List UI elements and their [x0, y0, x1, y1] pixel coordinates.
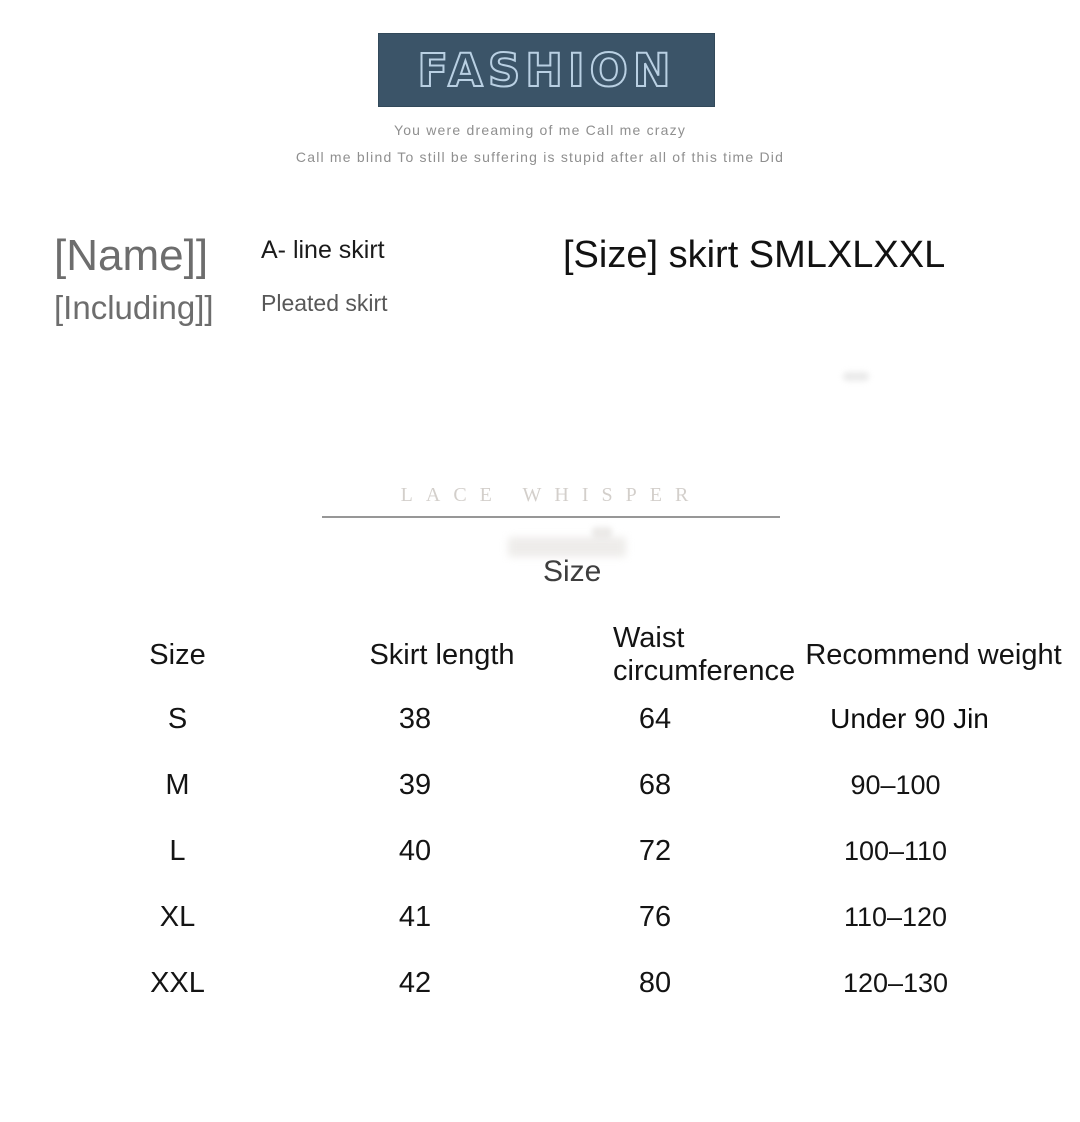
table-row-s-size: S	[167, 702, 188, 735]
col-header-waist-text: Waist circumference	[613, 621, 796, 687]
table-row-m-waist: 68	[638, 768, 672, 801]
table-row-s-weight: Under 90 Jin	[830, 703, 989, 734]
product-including-value: Pleated skirt	[261, 290, 388, 316]
banner-tagline-1: You were dreaming of me Call me crazy	[393, 122, 687, 138]
watermark-text: LACE WHISPER	[400, 484, 702, 506]
table-row-xl-waist: 76	[638, 900, 672, 933]
table-row-m-size: M	[165, 768, 190, 801]
product-including-label: [Including]]	[54, 289, 214, 326]
size-table	[60, 620, 1060, 1016]
fashion-banner	[378, 33, 715, 107]
faint-smudge	[843, 372, 869, 381]
size-heading: [Size] skirt SMLXLXXL	[563, 234, 946, 276]
col-header-waist-circumference	[535, 620, 796, 690]
table-row-xxl-waist: 80	[638, 966, 672, 999]
col-header-recommend-weight: Recommend weight	[805, 638, 1062, 671]
ghost-text-blur-small	[592, 527, 612, 538]
size-section-title: Size	[543, 555, 602, 588]
table-row-l-size: L	[169, 834, 186, 867]
col-header-size: Size	[149, 638, 206, 671]
col-header-skirt-length: Skirt length	[369, 638, 515, 671]
table-row-xxl-size: XXL	[150, 966, 205, 999]
table-row-s-waist: 64	[638, 702, 672, 735]
table-row-m-weight: 90–100	[850, 769, 941, 800]
table-row-l-weight: 100–110	[843, 835, 948, 866]
table-row-xxl-length: 42	[398, 966, 432, 999]
product-name-value: A- line skirt	[261, 236, 385, 264]
banner-tagline-2: Call me blind To still be suffering is stupid after all of this time Did	[295, 149, 785, 165]
table-row-xl-length: 41	[398, 900, 432, 933]
table-row-xl-weight: 110–120	[843, 901, 948, 932]
table-row-s-length: 38	[398, 702, 432, 735]
table-row-l-length: 40	[398, 834, 432, 867]
product-name-label: [Name]]	[54, 231, 209, 280]
ghost-text-blur	[508, 537, 626, 557]
table-row-l-waist: 72	[638, 834, 672, 867]
divider-line	[322, 516, 780, 518]
table-row-xxl-weight: 120–130	[842, 967, 949, 998]
table-row-xl-size: XL	[159, 900, 196, 933]
table-row-m-length: 39	[398, 768, 432, 801]
brand-logo-text: FASHION	[417, 43, 676, 97]
